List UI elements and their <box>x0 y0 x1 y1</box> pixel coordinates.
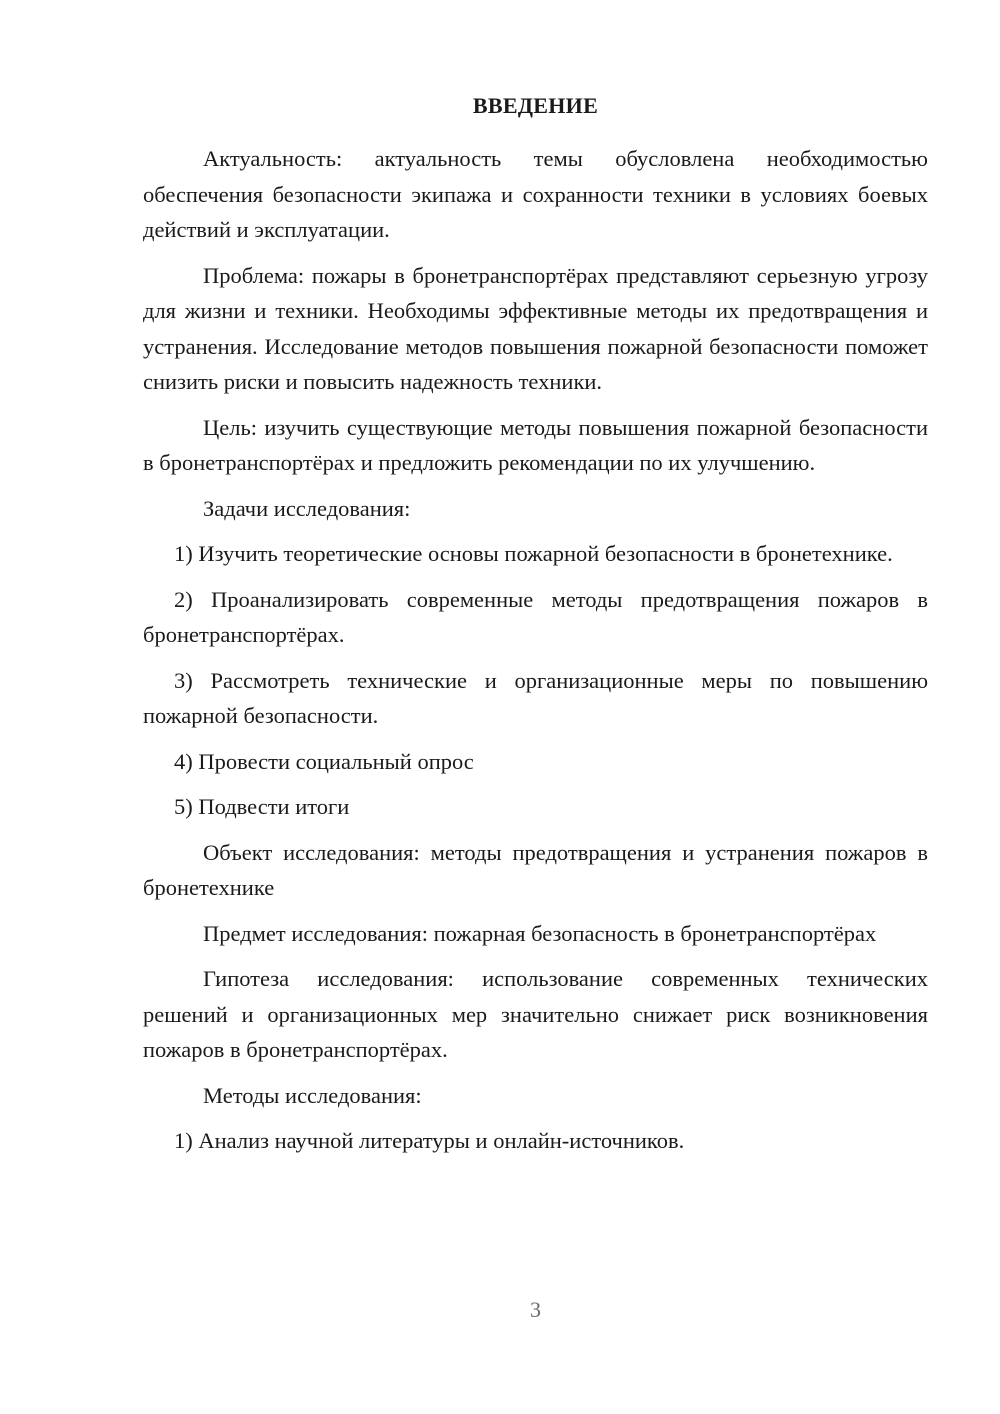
page-heading: ВВЕДЕНИЕ <box>472 93 599 118</box>
paragraph-tasks-heading: Задачи исследования: <box>203 495 411 521</box>
task-item-2: 2) Проанализировать современные методы предотвращения пожаров в бронетранспортёрах. <box>143 586 928 647</box>
paragraph-subject: Предмет исследования: пожарная безопасность в бронетранспортёрах <box>203 920 877 946</box>
task-item-4: 4) Провести социальный опрос <box>174 748 474 774</box>
paragraph-relevance: Актуальность: актуальность темы обусловлена необходимостью обеспечения безопасности экипажа и сохранности техники в условиях боевых действий и эксплуатации. <box>143 146 928 242</box>
page-number: 3 <box>530 1297 541 1322</box>
task-item-3: 3) Рассмотреть технические и организационные меры по повышению пожарной безопасности. <box>143 667 928 728</box>
document-page <box>143 0 928 1414</box>
task-item-5: 5) Подвести итоги <box>174 794 350 819</box>
method-item-1: 1) Анализ научной литературы и онлайн-источников. <box>174 1128 685 1153</box>
paragraph-object: Объект исследования: методы предотвращения и устранения пожаров в бронетехнике <box>143 839 928 900</box>
paragraph-problem: Проблема: пожары в бронетранспортёрах представляют серьезную угрозу для жизни и техники. Необходимы эффективные методы их предотвращения и устранения. Исследование методов повышения пожарной безопасности поможет снизить риски и повысить надежность техники. <box>143 262 928 394</box>
page-content <box>143 141 928 1159</box>
paragraph-hypothesis: Гипотеза исследования: использование современных технических решений и организационных мер значительно снижает риск возникновения пожаров в бронетранспортёрах. <box>143 966 928 1062</box>
paragraph-methods-heading: Методы исследования: <box>203 1082 422 1108</box>
paragraph-goal: Цель: изучить существующие методы повышения пожарной безопасности в бронетранспортёрах и предложить рекомендации по их улучшению. <box>143 414 928 475</box>
task-item-1: 1) Изучить теоретические основы пожарной безопасности в бронетехнике. <box>174 541 893 566</box>
